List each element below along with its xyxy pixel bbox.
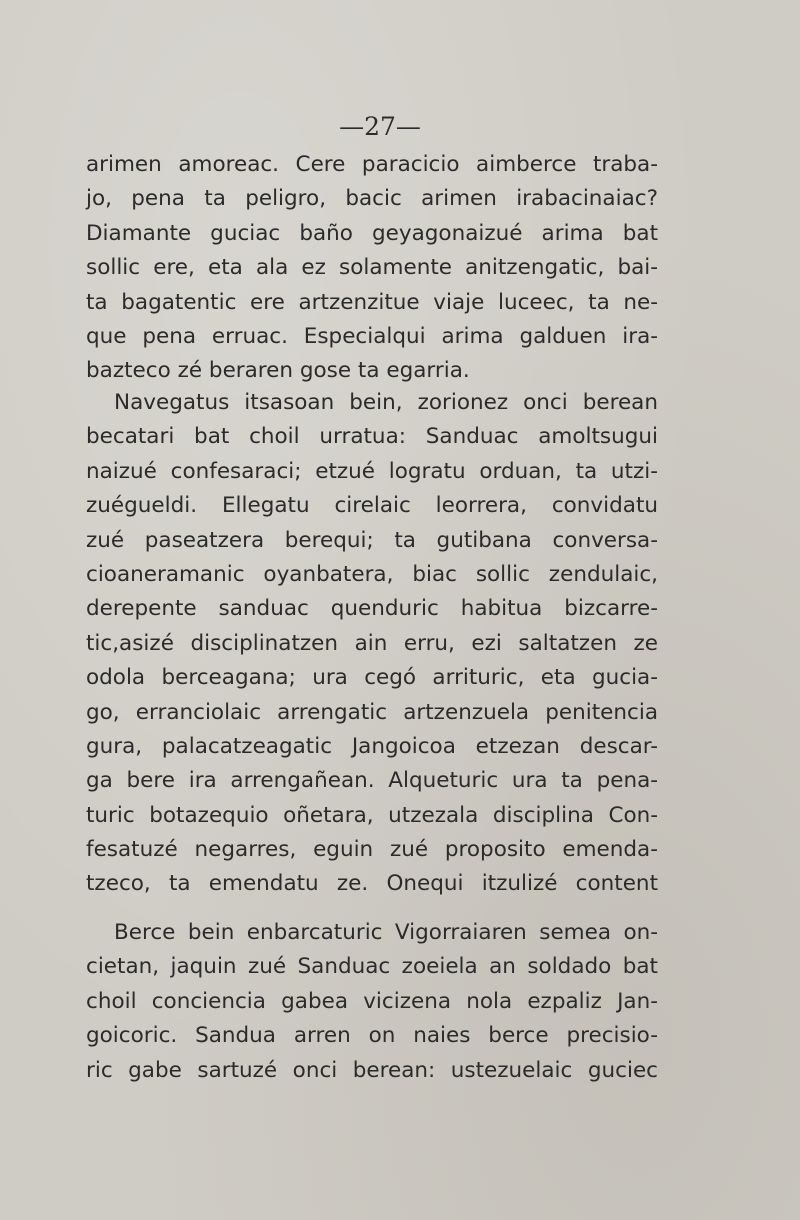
text-line: goicoric. Sandua arren on naies berce precisio- — [86, 1023, 658, 1049]
text-line: turic botazequio oñetara, utzezala disciplina Con- — [86, 802, 658, 828]
text-line: go, erranciolaic arrengatic artzenzuela penitencia — [86, 699, 658, 725]
text-line: ric gabe sartuzé onci berean: ustezuelaic guciec — [86, 1057, 658, 1083]
paragraph-1 — [86, 148, 658, 389]
text-line: derepente sanduac quenduric habitua bizcarre- — [86, 596, 658, 622]
text-line: sollic ere, eta ala ez solamente anitzengatic, bai- — [86, 255, 658, 281]
text-line: naizué confesaraci; etzué logratu orduan, ta utzi- — [86, 458, 658, 484]
text-line: tzeco, ta emendatu ze. Onequi itzulizé content — [86, 871, 658, 897]
paragraph-3 — [86, 916, 658, 1088]
text-line: jo, pena ta peligro, bacic arimen irabacinaiac? — [86, 186, 658, 212]
text-line: zué paseatzera berequi; ta gutibana conversa- — [86, 527, 658, 553]
text-line: bazteco zé beraren gose ta egarria. — [86, 358, 470, 384]
text-line: Diamante guciac baño geyagonaizué arima bat — [86, 220, 658, 246]
text-line: odola berceagana; ura cegó arrituric, eta gucia- — [86, 665, 658, 691]
paragraph-2 — [86, 386, 658, 902]
text-line: gura, palacatzeagatic Jangoicoa etzezan descar- — [86, 733, 658, 759]
text-line: ga bere ira arrengañean. Alqueturic ura ta pena- — [86, 768, 658, 794]
text-line: tic,asizé disciplinatzen ain erru, ezi saltatzen ze — [86, 630, 658, 656]
text-line: becatari bat choil urratua: Sanduac amoltsugui — [86, 424, 658, 450]
text-line: choil conciencia gabea vicizena nola ezpaliz Jan- — [86, 988, 658, 1014]
text-line: arimen amoreac. Cere paracicio aimberce traba- — [86, 152, 658, 177]
text-line: fesatuzé negarres, eguin zué proposito emenda- — [86, 837, 658, 863]
text-line: que pena erruac. Especialqui arima galduen ira- — [86, 323, 658, 349]
text-line: Navegatus itsasoan bein, zorionez onci berean — [114, 390, 658, 415]
text-line: cioaneramanic oyanbatera, biac sollic zendulaic, — [86, 561, 658, 587]
text-line: cietan, jaquin zué Sanduac zoeiela an soldado bat — [86, 954, 658, 980]
text-line: zuégueldi. Ellegatu cirelaic leorrera, convidatu — [86, 493, 658, 519]
text-line: Berce bein enbarcaturic Vigorraiaren semea on- — [114, 920, 658, 945]
text-line: ta bagatentic ere artzenzitue viaje luceec, ta ne- — [86, 289, 658, 315]
page-number: —27— — [339, 112, 421, 141]
